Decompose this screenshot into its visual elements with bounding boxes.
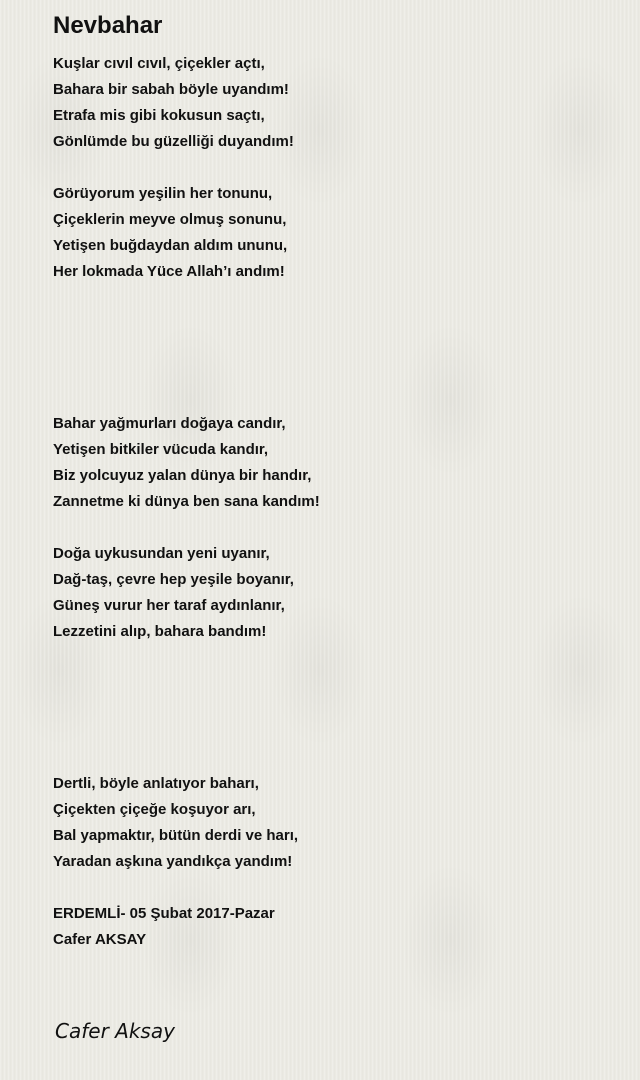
poem-line: Çiçekten çiçeğe koşuyor arı, xyxy=(53,801,256,818)
stanza-3 xyxy=(53,411,320,515)
poem-line: Bahara bir sabah böyle uyandım! xyxy=(53,81,289,98)
poem-line: Lezzetini alıp, bahara bandım! xyxy=(53,623,267,640)
poem-line: Zannetme ki dünya ben sana kandım! xyxy=(53,493,320,510)
stanza-2 xyxy=(53,181,287,285)
poem-line: Güneş vurur her taraf aydınlanır, xyxy=(53,597,285,614)
date-place-line: ERDEMLİ- 05 Şubat 2017-Pazar xyxy=(53,905,275,922)
poem-line: Gönlümde bu güzelliği duyandım! xyxy=(53,133,294,150)
poem-line: Çiçeklerin meyve olmuş sonunu, xyxy=(53,211,287,228)
stanza-5 xyxy=(53,771,298,875)
author-signature: Cafer Aksay xyxy=(55,1019,175,1043)
poem-line: Görüyorum yeşilin her tonunu, xyxy=(53,185,273,202)
poem-line: Kuşlar cıvıl cıvıl, çiçekler açtı, xyxy=(53,55,265,72)
poem-line: Yetişen bitkiler vücuda kandır, xyxy=(53,441,269,458)
poem-line: Her lokmada Yüce Allah’ı andım! xyxy=(53,263,285,280)
poem-footer xyxy=(53,901,275,953)
poem-line: Dağ-taş, çevre hep yeşile boyanır, xyxy=(53,571,294,588)
poem-line: Dertli, böyle anlatıyor baharı, xyxy=(53,775,259,792)
poem-line: Biz yolcuyuz yalan dünya bir handır, xyxy=(53,467,312,484)
stanza-4 xyxy=(53,541,294,645)
poem-line: Etrafa mis gibi kokusun saçtı, xyxy=(53,107,265,124)
poem-line: Bahar yağmurları doğaya candır, xyxy=(53,415,286,432)
poem-line: Yaradan aşkına yandıkça yandım! xyxy=(53,853,293,870)
stanza-1 xyxy=(53,51,294,155)
poem-line: Doğa uykusundan yeni uyanır, xyxy=(53,545,270,562)
author-line: Cafer AKSAY xyxy=(53,931,147,948)
poem-title: Nevbahar xyxy=(53,12,163,39)
poem-line: Bal yapmaktır, bütün derdi ve harı, xyxy=(53,827,299,844)
poem-line: Yetişen buğdaydan aldım ununu, xyxy=(53,237,288,254)
